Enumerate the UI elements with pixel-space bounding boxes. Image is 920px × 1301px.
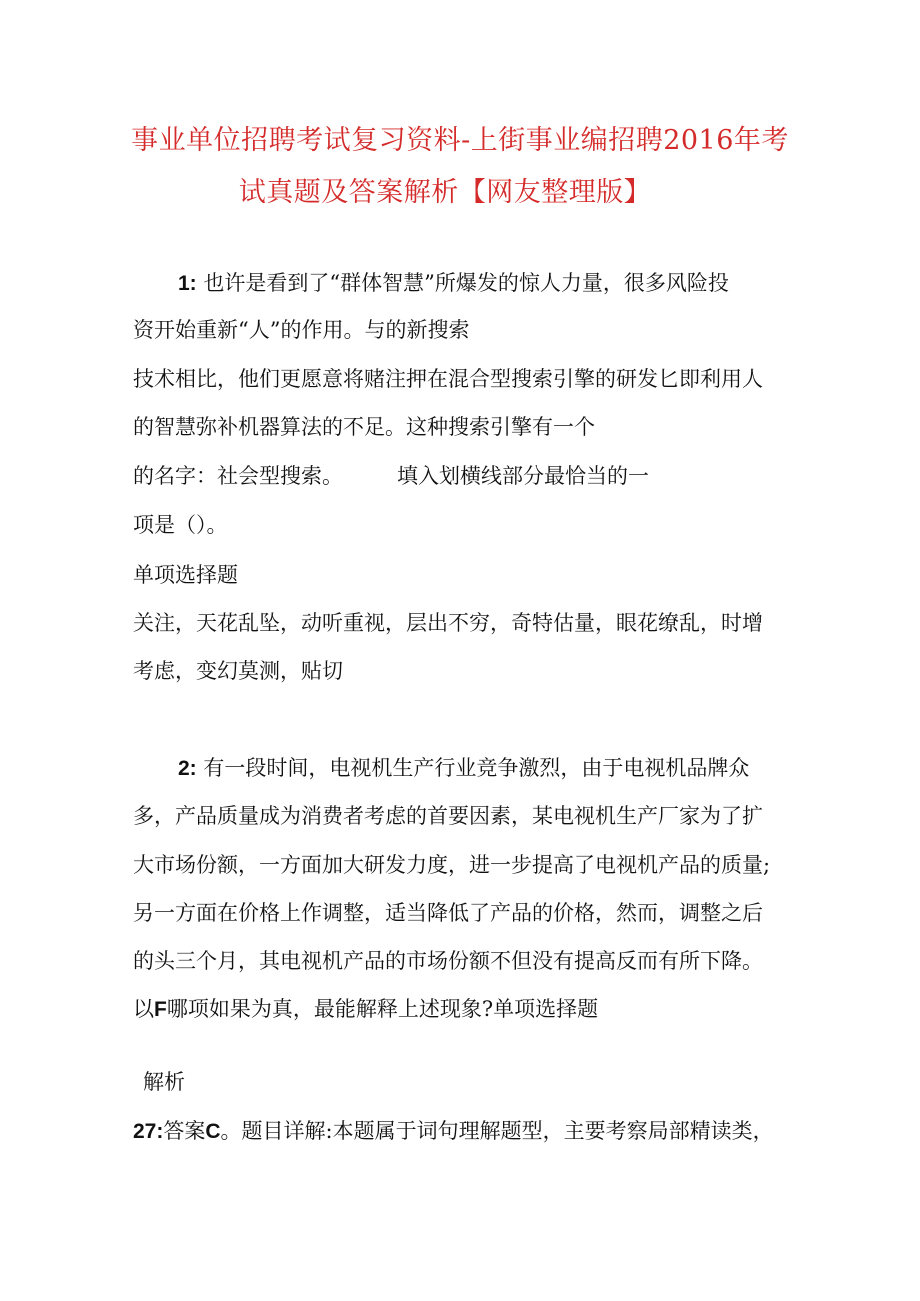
question-2-line-4: 另一方面在价格上作调整，适当降低了产品的价格，然而，调整之后 <box>133 901 763 925</box>
question-2-text-6-prefix: 以 <box>133 997 154 1021</box>
question-2-text-6-rest: 哪项如果为真，最能解释上述现象?单项选择题 <box>166 997 599 1021</box>
question-1-number: 1: <box>178 272 197 295</box>
answer-prefix: 答案 <box>163 1119 206 1143</box>
document-title-line-1: 事业单位招聘考试复习资料-上街事业编招聘2016年考 <box>131 125 789 156</box>
question-1-line-2: 资开始重新“人”的作用。与的新搜索 <box>133 318 470 342</box>
question-1-text-1: 也许是看到了“群体智慧”所爆发的惊人力量，很多风险投 <box>203 271 729 295</box>
question-2-line-2: 多，产品质量成为消费者考虑的首要因素，某电视机生产厂家为了扩 <box>133 804 763 828</box>
question-1-text-5a: 的名字：社会型搜索。 <box>133 464 343 488</box>
question-2-text-6-letter: F <box>154 998 167 1021</box>
question-2-line-3: 大市场份额，一方面加大研发力度，进一步提高了电视机产品的质量; <box>133 853 771 877</box>
question-1-line-6: 项是（）。 <box>133 513 228 537</box>
answer-line <box>133 1116 774 1147</box>
question-2-number: 2: <box>178 757 197 780</box>
question-2-line-5: 的头三个月，其电视机产品的市场份额不但没有提高反而有所下降。 <box>133 949 763 973</box>
question-1-line-3: 技术相比，他们更愿意将赌注押在混合型搜索引擎的研发匕即利用人 <box>133 367 763 391</box>
document-title-line-2: 试真题及答案解析【网友整理版】 <box>238 177 652 208</box>
answer-letter: C <box>205 1120 221 1143</box>
question-1-type: 单项选择题 <box>133 563 238 587</box>
analysis-label: 解析 <box>143 1070 185 1094</box>
question-1-line-1 <box>178 268 729 299</box>
question-2-text-1: 有一段时间，电视机生产行业竞争激烈，由于电视机品牌众 <box>203 756 750 780</box>
question-2-line-6 <box>133 994 598 1025</box>
question-1-text-5b: 填入划横线部分最恰当的一 <box>397 464 649 488</box>
question-1-options-line-2: 考虑，变幻莫测，贴切 <box>133 659 343 683</box>
question-1-line-4: 的智慧弥补机器算法的不足。这种搜索引擎有一个 <box>133 415 595 439</box>
answer-number: 27: <box>133 1120 164 1143</box>
question-1-options-line-1: 关注，天花乱坠，动听重视，层出不穷，奇特估量，眼花缭乱，时增 <box>133 611 763 635</box>
question-2-line-1 <box>178 753 749 784</box>
answer-detail: 。题目详解:本题属于词句理解题型，主要考察局部精读类， <box>220 1119 774 1143</box>
question-1-line-5 <box>133 461 649 491</box>
